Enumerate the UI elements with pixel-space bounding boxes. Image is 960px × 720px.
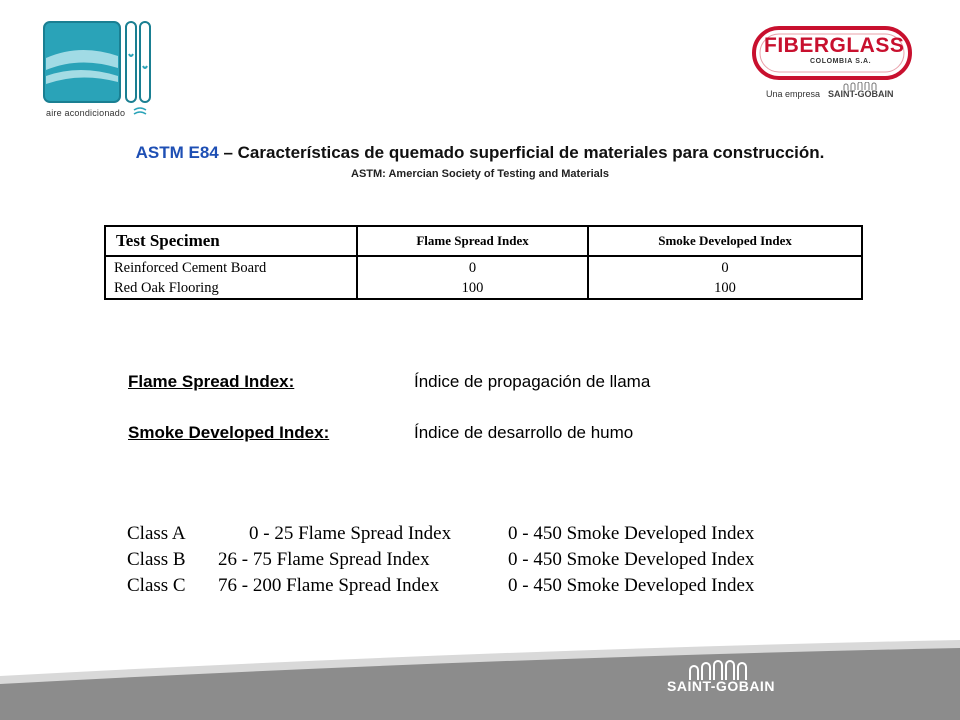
fiberglass-brand-text: FIBERGLASS <box>764 34 905 57</box>
class-c-flame: 76 - 200 Flame Spread Index <box>218 575 440 596</box>
class-b-smoke: 0 - 450 Smoke Developed Index <box>508 549 755 570</box>
page-title <box>0 143 960 163</box>
header-test-specimen: Test Specimen <box>105 226 357 256</box>
footer-brand-text: SAINT-GOBAIN <box>667 678 775 694</box>
class-c-name: Class C <box>127 575 186 596</box>
definition-term-flame: Flame Spread Index: <box>128 372 295 391</box>
tagline-brand: SAINT-GOBAIN <box>828 89 894 99</box>
definition-term-smoke: Smoke Developed Index: <box>128 423 330 442</box>
astm-test-table <box>104 225 863 300</box>
definition-meaning-flame: Índice de propagación de llama <box>414 372 651 391</box>
table-row <box>105 256 862 299</box>
class-b-name: Class B <box>127 549 186 570</box>
smoke-value-cell: 0 100 <box>588 256 862 299</box>
flame-value-cell: 0 100 <box>357 256 588 299</box>
page-subtitle: ASTM: Amercian Society of Testing and Materials <box>351 168 609 180</box>
aire-acondicionado-logo <box>40 18 158 122</box>
class-b-flame: 26 - 75 Flame Spread Index <box>218 549 430 570</box>
header-smoke-developed-index: Smoke Developed Index <box>588 226 862 256</box>
tagline-prefix: Una empresa <box>766 89 821 99</box>
table-header-row <box>105 226 862 256</box>
logo-caption: aire acondicionado <box>46 108 126 118</box>
class-a-smoke: 0 - 450 Smoke Developed Index <box>508 523 755 544</box>
saint-gobain-tagline <box>766 86 906 102</box>
title-code: ASTM E84 <box>135 143 219 162</box>
class-a-flame: 0 - 25 Flame Spread Index <box>249 523 452 544</box>
specimen-cell: Reinforced Cement Board Red Oak Flooring <box>105 256 357 299</box>
class-c-smoke: 0 - 450 Smoke Developed Index <box>508 575 755 596</box>
header-flame-spread-index: Flame Spread Index <box>357 226 588 256</box>
footer-band <box>0 640 960 720</box>
definition-meaning-smoke: Índice de desarrollo de humo <box>414 423 634 442</box>
fiberglass-subbrand-text: COLOMBIA S.A. <box>810 58 872 65</box>
title-text: – Características de quemado superficial de materiales para construcción. <box>218 143 825 162</box>
class-a-name: Class A <box>127 523 186 544</box>
